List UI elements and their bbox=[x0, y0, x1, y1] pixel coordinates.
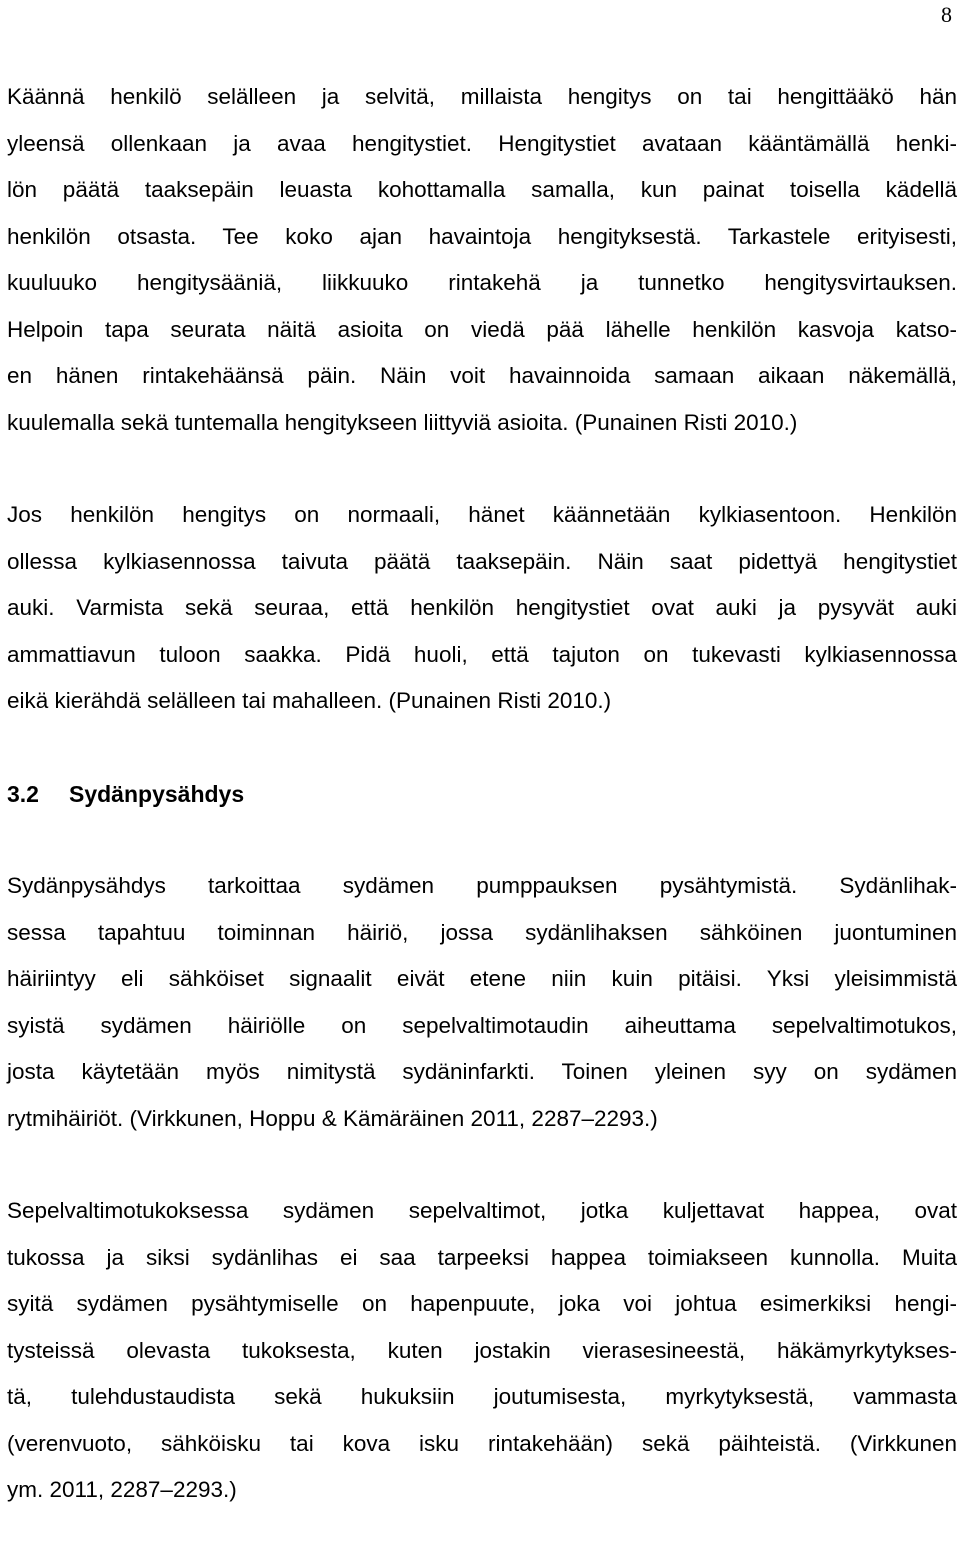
text-line: lön päätä taaksepäin leuasta kohottamalla samalla, kun painat toisella kädellä bbox=[7, 177, 957, 202]
section-title: Sydänpysähdys bbox=[69, 780, 245, 807]
paragraph-recovery-position bbox=[7, 492, 957, 725]
text-line: tukossa ja siksi sydänlihas ei saa tarpeeksi happea toimiakseen kunnolla. Muita bbox=[7, 1244, 957, 1270]
text-line: josta käytetään myös nimitystä sydäninfarkti. Toinen yleinen syy on sydämen bbox=[7, 1059, 957, 1084]
text-line: häiriintyy eli sähköiset signaalit eivät etene niin kuin pitäisi. Yksi yleisimmistä bbox=[7, 966, 957, 991]
text-line: ym. 2011, 2287–2293.) bbox=[7, 1477, 237, 1502]
text-line: yleensä ollenkaan ja avaa hengitystiet. Hengitystiet avataan kääntämällä henki- bbox=[7, 130, 957, 156]
section-heading bbox=[7, 771, 957, 818]
text-line: ollessa kylkiasennossa taivuta päätä taaksepäin. Näin saat pidettyä hengitystiet bbox=[7, 548, 957, 574]
text-line: syitä sydämen pysähtymiselle on hapenpuute, joka voi johtua esimerkiksi hengi- bbox=[7, 1291, 957, 1316]
text-line: Sepelvaltimotukoksessa sydämen sepelvaltimot, jotka kuljettavat happea, ovat bbox=[7, 1198, 957, 1223]
text-line: tysteissä olevasta tukoksesta, kuten jostakin vierasesineestä, häkämyrkytykses- bbox=[7, 1337, 957, 1363]
paragraph-cardiac-arrest bbox=[7, 863, 957, 1142]
text-line: kuuluuko hengitysääniä, liikkuuko rintakehä ja tunnetko hengitysvirtauksen. bbox=[7, 270, 957, 295]
text-line: rytmihäiriöt. (Virkkunen, Hoppu & Kämäräinen 2011, 2287–2293.) bbox=[7, 1105, 658, 1131]
text-line: (verenvuoto, sähköisku tai kova isku rintakehään) sekä päihteistä. (Virkkunen bbox=[7, 1430, 957, 1456]
text-line: eikä kierähdä selälleen tai mahalleen. (Punainen Risti 2010.) bbox=[7, 688, 612, 713]
section-number: 3.2 bbox=[7, 780, 39, 807]
text-line: Sydänpysähdys tarkoittaa sydämen pumppauksen pysähtymistä. Sydänlihak- bbox=[7, 873, 957, 898]
paragraph-coronary-occlusion bbox=[7, 1188, 957, 1514]
document-body bbox=[7, 74, 957, 1514]
text-line: henkilön otsasta. Tee koko ajan havaintoja hengityksestä. Tarkastele erityisesti, bbox=[7, 223, 957, 249]
text-line: ammattiavun tuloon saakka. Pidä huoli, että tajuton on tukevasti kylkiasennossa bbox=[7, 641, 957, 667]
page-number: 8 bbox=[941, 2, 952, 27]
text-line: Jos henkilön hengitys on normaali, hänet käännetään kylkiasentoon. Henkilön bbox=[7, 502, 957, 527]
paragraph-rescue-breathing bbox=[7, 74, 957, 446]
text-line: syistä sydämen häiriölle on sepelvaltimotaudin aiheuttama sepelvaltimotukos, bbox=[7, 1012, 957, 1038]
text-line: sessa tapahtuu toiminnan häiriö, jossa sydänlihaksen sähköinen juontuminen bbox=[7, 919, 957, 945]
text-line: Käännä henkilö selälleen ja selvitä, millaista hengitys on tai hengittääkö hän bbox=[7, 84, 957, 109]
text-line: kuulemalla sekä tuntemalla hengitykseen liittyviä asioita. (Punainen Risti 2010.) bbox=[7, 409, 798, 435]
text-line: auki. Varmista sekä seuraa, että henkilön hengitystiet ovat auki ja pysyvät auki bbox=[7, 595, 957, 620]
text-line: en hänen rintakehäänsä päin. Näin voit havainnoida samaan aikaan näkemällä, bbox=[7, 363, 957, 388]
text-line: Helpoin tapa seurata näitä asioita on viedä pää lähelle henkilön kasvoja katso- bbox=[7, 316, 957, 342]
text-line: tä, tulehdustaudista sekä hukuksiin joutumisesta, myrkytyksestä, vammasta bbox=[7, 1384, 957, 1409]
